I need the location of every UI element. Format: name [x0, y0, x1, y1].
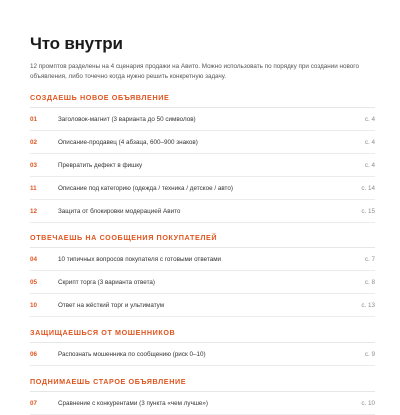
list-item [30, 177, 375, 200]
item-page: с. 10 [361, 399, 375, 407]
section-old-listing [30, 377, 375, 415]
item-page: с. 4 [364, 161, 375, 169]
item-number: 03 [30, 161, 38, 169]
intro-text: 12 промптов разделены на 4 сценария продажи на Авито. Можно использовать по порядку при создании нового объявления, либо точечно когда нужно решить конкретную задачу. [30, 63, 359, 80]
item-label: Ответ на жёсткий торг и ультиматум [58, 301, 165, 309]
item-number: 06 [30, 350, 38, 358]
item-number: 02 [30, 138, 38, 146]
item-page: с. 7 [364, 255, 375, 263]
item-number: 05 [30, 278, 38, 286]
item-label: 10 типичных вопросов покупателя с готовыми ответами [58, 255, 222, 263]
item-number: 10 [30, 301, 38, 309]
section-scam-protection [30, 328, 375, 366]
section-heading: СОЗДАЕШЬ НОВОЕ ОБЪЯВЛЕНИЕ [30, 93, 375, 108]
item-label: Превратить дефект в фишку [58, 161, 143, 169]
item-label: Заголовок-магнит (3 варианта до 50 символов) [58, 115, 196, 123]
section-heading: ПОДНИМАЕШЬ СТАРОЕ ОБЪЯВЛЕНИЕ [30, 377, 375, 392]
item-label: Описание-продавец (4 абзаца, 600–900 знаков) [58, 138, 198, 146]
item-page: с. 15 [361, 207, 375, 215]
list-item [30, 343, 375, 366]
list-item [30, 131, 375, 154]
item-number: 01 [30, 115, 38, 123]
item-label: Распознать мошенника по сообщению (риск 0–10) [58, 350, 206, 358]
page-title: Что внутри [30, 34, 123, 53]
list-item [30, 248, 375, 271]
list-item [30, 392, 375, 415]
section-buyer-messages [30, 233, 375, 317]
item-page: с. 8 [364, 278, 375, 286]
list-item [30, 154, 375, 177]
list-item [30, 294, 375, 317]
section-heading: ОТВЕЧАЕШЬ НА СООБЩЕНИЯ ПОКУПАТЕЛЕЙ [30, 233, 375, 248]
item-page: с. 14 [361, 184, 375, 192]
item-page: с. 9 [364, 350, 375, 358]
item-number: 04 [30, 255, 38, 263]
item-label: Описание под категорию (одежда / техника / детское / авто) [58, 184, 233, 192]
list-item [30, 271, 375, 294]
item-page: с. 13 [361, 301, 375, 309]
item-number: 12 [30, 207, 38, 215]
item-page: с. 4 [364, 138, 375, 146]
item-number: 11 [30, 184, 37, 192]
section-heading: ЗАЩИЩАЕШЬСЯ ОТ МОШЕННИКОВ [30, 328, 375, 343]
item-label: Сравнение с конкурентами (3 пункта «чем лучше») [58, 399, 209, 407]
item-label: Скрипт торга (3 варианта ответа) [58, 278, 156, 286]
section-new-listing [30, 93, 375, 223]
list-item [30, 200, 375, 223]
item-page: с. 4 [364, 115, 375, 123]
item-number: 07 [30, 399, 38, 407]
list-item [30, 108, 375, 131]
item-label: Защита от блокировки модерацией Авито [58, 207, 181, 215]
